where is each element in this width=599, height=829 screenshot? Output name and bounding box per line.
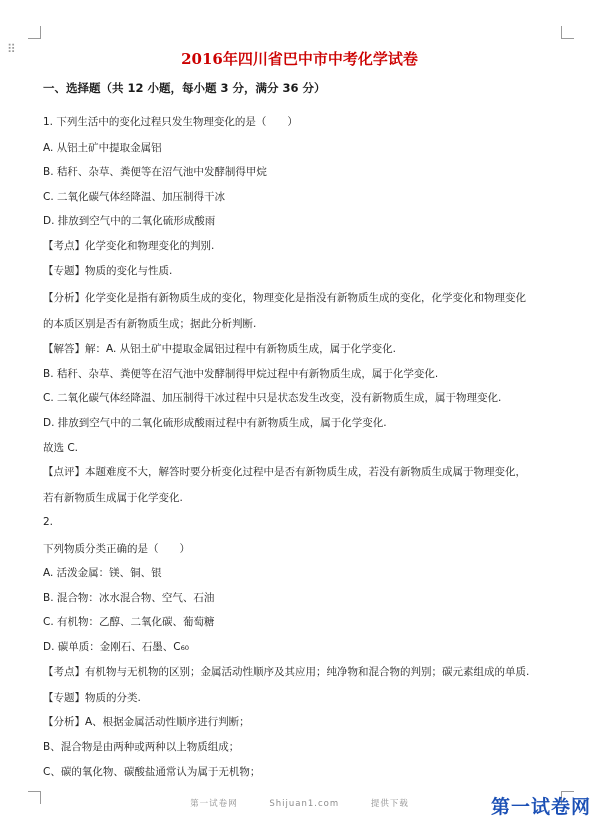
body-line: 【分析】化学变化是指有新物质生成的变化，物理变化是指没有新物质生成的变化，化学变化和物理变化 bbox=[43, 292, 526, 304]
body-line: C. 有机物：乙醇、二氧化碳、葡萄糖 bbox=[43, 616, 215, 628]
drag-handle-icon[interactable]: ⠿ bbox=[7, 42, 15, 56]
body-line: 【解答】解：A. 从铝土矿中提取金属铝过程中有新物质生成，属于化学变化. bbox=[43, 343, 397, 355]
body-line: B、混合物是由两种或两种以上物质组成； bbox=[43, 741, 240, 753]
body-line: B. 秸秆、杂草、粪便等在沼气池中发酵制得甲烷 bbox=[43, 166, 267, 178]
body-line: B. 混合物：冰水混合物、空气、石油 bbox=[43, 592, 215, 604]
body-line: 【点评】本题难度不大，解答时要分析变化过程中是否有新物质生成，若没有新物质生成属于物理变化， bbox=[43, 466, 526, 478]
body-line: 的本质区别是否有新物质生成；据此分析判断. bbox=[43, 318, 257, 330]
body-line: 【分析】A、根据金属活动性顺序进行判断； bbox=[43, 716, 250, 728]
body-line: 2. bbox=[43, 516, 54, 528]
body-line: C、碳的氧化物、碳酸盐通常认为属于无机物； bbox=[43, 766, 261, 778]
body-line: 若有新物质生成属于化学变化. bbox=[43, 492, 183, 504]
body-line: 【考点】化学变化和物理变化的判别. bbox=[43, 240, 215, 252]
body-line: C. 二氧化碳气体经降温、加压制得干冰 bbox=[43, 191, 226, 203]
body-line: 1. 下列生活中的变化过程只发生物理变化的是（ ） bbox=[43, 116, 298, 128]
body-line: 【考点】有机物与无机物的区别；金属活动性顺序及其应用；纯净物和混合物的判别；碳元素组成的单质. bbox=[43, 666, 530, 678]
footer-center-text: Shijuan1.com bbox=[269, 799, 340, 809]
body-line: A. 从铝土矿中提取金属铝 bbox=[43, 142, 162, 154]
watermark-logo: 第一试卷网 bbox=[490, 796, 591, 818]
footer-left-text: 第一试卷网 bbox=[190, 799, 238, 809]
document-title: 2016年四川省巴中市中考化学试卷 bbox=[181, 50, 418, 68]
crop-mark-top-left bbox=[28, 26, 41, 39]
body-line: A. 活泼金属：镁、铜、银 bbox=[43, 567, 162, 579]
footer-right-text: 提供下载 bbox=[370, 799, 409, 809]
body-line: D. 排放到空气中的二氧化硫形成酸雨过程中有新物质生成，属于化学变化. bbox=[43, 417, 387, 429]
body-line: 【专题】物质的分类. bbox=[43, 692, 141, 704]
crop-mark-top-right bbox=[561, 26, 574, 39]
body-line: 下列物质分类正确的是（ ） bbox=[43, 543, 190, 555]
body-line: 【专题】物质的变化与性质. bbox=[43, 265, 173, 277]
body-line: B. 秸秆、杂草、粪便等在沼气池中发酵制得甲烷过程中有新物质生成，属于化学变化. bbox=[43, 368, 439, 380]
body-line: D. 排放到空气中的二氧化硫形成酸雨 bbox=[43, 215, 216, 227]
body-line: D. 碳单质：金刚石、石墨、C₆₀ bbox=[43, 641, 190, 653]
body-line: C. 二氧化碳气体经降温、加压制得干冰过程中只是状态发生改变，没有新物质生成，属于物理变化. bbox=[43, 392, 502, 404]
section-header: 一、选择题（共 12 小题，每小题 3 分，满分 36 分） bbox=[43, 81, 326, 95]
body-line: 故选 C. bbox=[43, 442, 79, 454]
